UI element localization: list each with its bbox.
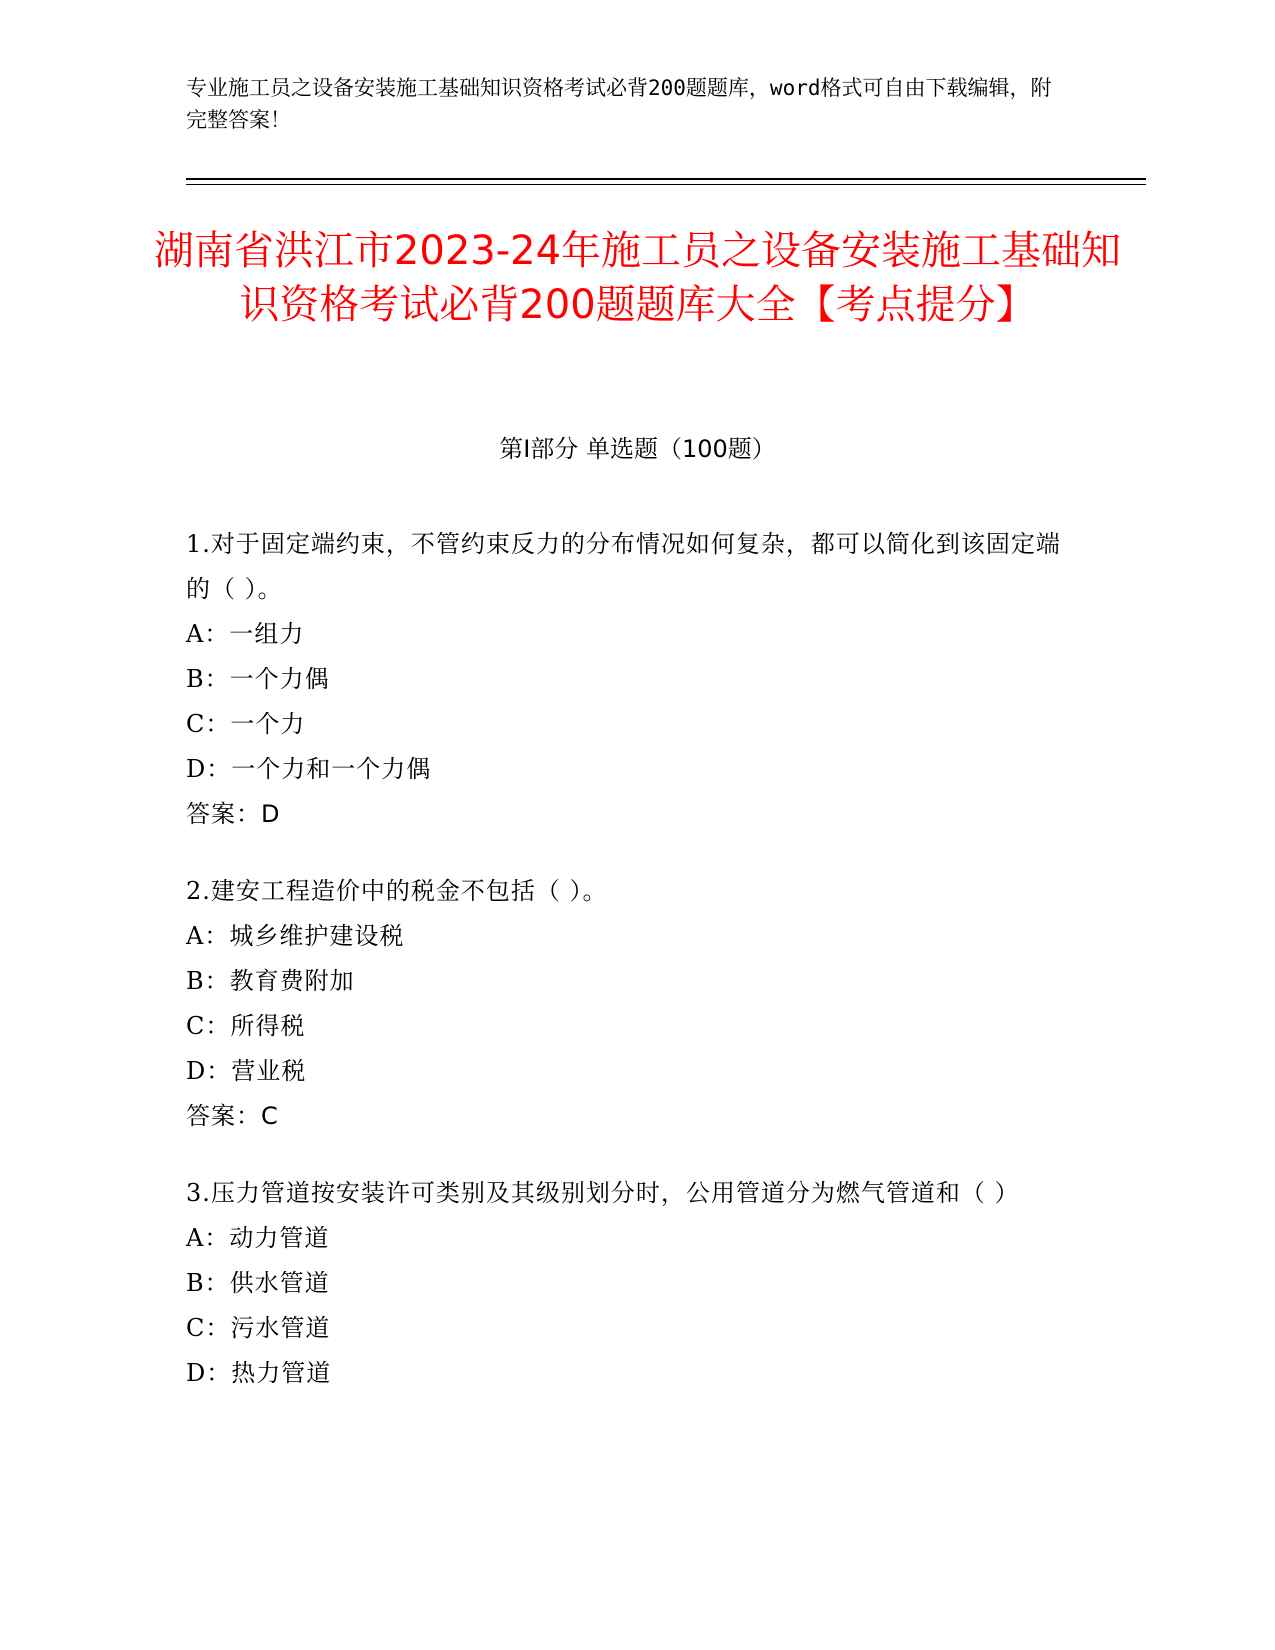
section-heading: 第I部分 单选题（100题）: [499, 435, 776, 463]
document-title: 湖南省洪江市2023-24年施工员之设备安装施工基础知识资格考试必背200题题库大全【考点提分】: [153, 228, 1122, 328]
question-stem: 1.对于固定端约束，不管约束反力的分布情况如何复杂，都可以简化到该固定端的（ ）。: [186, 530, 1061, 603]
header-rule-thin: [186, 184, 1146, 185]
option-d: D：一个力和一个力偶: [186, 755, 432, 783]
option-d: D：热力管道: [186, 1359, 332, 1387]
question-list: [186, 522, 1066, 1428]
option-a: A：城乡维护建设税: [186, 922, 405, 950]
option-c: C：所得税: [186, 1012, 306, 1040]
answer-line: 答案：C: [186, 1102, 279, 1130]
option-a: A：动力管道: [186, 1224, 330, 1252]
option-b: B：供水管道: [186, 1269, 330, 1297]
header-rule-thick: [186, 178, 1146, 180]
option-a: A：一组力: [186, 620, 305, 648]
option-b: B：教育费附加: [186, 967, 355, 995]
header-note: 专业施工员之设备安装施工基础知识资格考试必背200题题库，word格式可自由下载编辑，附完整答案！: [186, 76, 1052, 132]
answer-line: 答案：D: [186, 800, 281, 828]
question-stem: 3.压力管道按安装许可类别及其级别划分时，公用管道分为燃气管道和（ ）: [186, 1179, 1020, 1207]
question-3: [186, 1171, 1066, 1396]
option-c: C：污水管道: [186, 1314, 331, 1342]
option-c: C：一个力: [186, 710, 306, 738]
option-b: B：一个力偶: [186, 665, 330, 693]
question-stem: 2.建安工程造价中的税金不包括（ ）。: [186, 877, 608, 905]
option-d: D：营业税: [186, 1057, 307, 1085]
question-2: [186, 869, 1066, 1139]
question-1: [186, 522, 1066, 837]
